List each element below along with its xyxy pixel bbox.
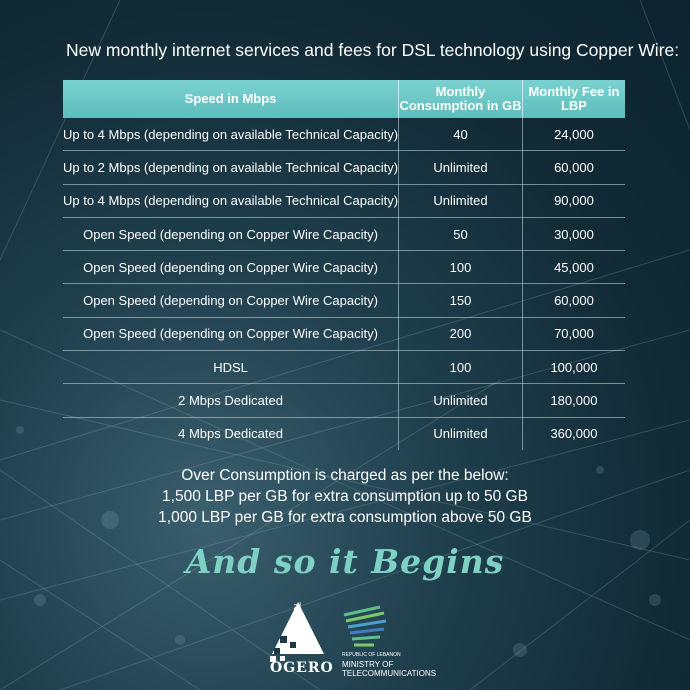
cell-speed: 2 Mbps Dedicated xyxy=(63,384,399,417)
table-row xyxy=(63,118,625,151)
cell-consumption: Unlimited xyxy=(399,417,523,450)
cell-consumption: 100 xyxy=(399,251,523,284)
table-row xyxy=(63,217,625,250)
table-row xyxy=(63,351,625,384)
cell-speed: Up to 2 Mbps (depending on available Technical Capacity) xyxy=(63,151,399,184)
table-row xyxy=(63,317,625,350)
ministry-name xyxy=(342,660,436,678)
header-fee: Monthly Fee in LBP xyxy=(522,80,625,118)
cell-fee: 360,000 xyxy=(550,426,598,442)
ministry-line-1: MINISTRY OF xyxy=(342,660,394,669)
cell-speed: Up to 4 Mbps (depending on available Technical Capacity) xyxy=(63,118,399,151)
cell-fee: 30,000 xyxy=(522,217,625,250)
fees-table xyxy=(63,80,625,450)
cell-consumption: 50 xyxy=(399,217,523,250)
telecom-label: Telecom xyxy=(292,602,302,636)
table-row xyxy=(63,384,625,417)
cell-consumption: Unlimited xyxy=(399,184,523,217)
cell-fee: 180,000 xyxy=(522,384,625,417)
over-consumption-notes xyxy=(0,465,690,528)
header-consumption: Monthly Consumption in GB xyxy=(399,80,523,118)
header-speed: Speed in Mbps xyxy=(63,80,399,118)
table-row xyxy=(63,284,625,317)
cell-consumption: Unlimited xyxy=(399,151,523,184)
note-heading: Over Consumption is charged as per the below: xyxy=(181,467,509,484)
cell-consumption: 150 xyxy=(399,284,523,317)
note-line: 1,000 LBP per GB for extra consumption above 50 GB xyxy=(158,509,532,526)
cell-speed: Up to 4 Mbps (depending on available Technical Capacity) xyxy=(63,184,399,217)
tagline: And so it Begins xyxy=(185,542,505,581)
cell-fee: 24,000 xyxy=(522,118,625,151)
cell-speed: Open Speed (depending on Copper Wire Capacity) xyxy=(63,284,399,317)
table-row xyxy=(63,251,625,284)
ministry-logo-icon xyxy=(340,603,390,649)
table-row xyxy=(63,417,625,450)
table-row xyxy=(63,151,625,184)
cell-fee: 60,000 xyxy=(522,284,625,317)
cell-fee: 70,000 xyxy=(522,317,625,350)
cell-consumption: 200 xyxy=(399,317,523,350)
note-line: 1,500 LBP per GB for extra consumption up to 50 GB xyxy=(162,488,528,505)
table-header-row xyxy=(63,80,625,118)
cell-speed: 4 Mbps Dedicated xyxy=(63,417,399,450)
cell-speed: Open Speed (depending on Copper Wire Capacity) xyxy=(63,251,399,284)
page-title: New monthly internet services and fees for DSL technology using Copper Wire: xyxy=(66,40,680,60)
cell-consumption: 40 xyxy=(399,118,523,151)
cell-fee: 45,000 xyxy=(522,251,625,284)
cell-fee: 100,000 xyxy=(522,351,625,384)
ministry-country-label: REPUBLIC OF LEBANON xyxy=(342,652,401,658)
ogero-label: OGERO xyxy=(270,660,334,676)
cell-fee: 60,000 xyxy=(522,151,625,184)
cell-speed: Open Speed (depending on Copper Wire Capacity) xyxy=(63,217,399,250)
cell-speed: Open Speed (depending on Copper Wire Capacity) xyxy=(63,317,399,350)
cell-consumption: Unlimited xyxy=(399,384,523,417)
cell-speed: HDSL xyxy=(63,351,399,384)
cell-consumption: 100 xyxy=(399,351,523,384)
ministry-line-2: TELECOMMUNICATIONS xyxy=(342,669,437,678)
table-row xyxy=(63,184,625,217)
cell-fee: 90,000 xyxy=(522,184,625,217)
